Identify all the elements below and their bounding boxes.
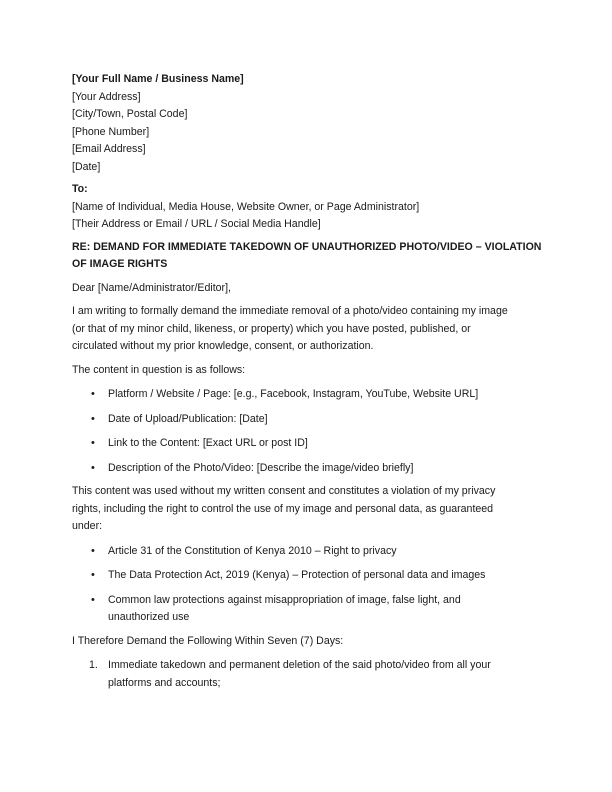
demand-list [72,657,552,692]
sender-date: [Date] [72,160,101,173]
list-item: • Platform / Website / Page: [e.g., Facebook, Instagram, YouTube, Website URL] [72,386,548,404]
violation-line: This content was used without my written consent and constitutes a violation of my privacy [72,485,496,497]
violation-line: rights, including the right to control the use of my image and personal data, as guaranteed [72,502,494,515]
list-item: • Link to the Content: [Exact URL or post ID] [72,435,548,453]
demand-heading [72,633,552,651]
salutation [72,280,552,298]
list-item: • Date of Upload/Publication: [Date] [72,411,548,429]
salutation-text: Dear [Name/Administrator/Editor], [72,281,231,294]
content-heading [72,362,552,380]
recipient-block [72,181,552,234]
list-item: • The Data Protection Act, 2019 (Kenya) – Protection of personal data and images [72,567,548,585]
sender-block [72,71,552,176]
sender-email: [Email Address] [72,143,146,155]
recipient-name: [Name of Individual, Media House, Website Owner, or Page Administrator] [72,200,420,213]
violation-paragraph [72,483,552,536]
sender-phone: [Phone Number] [72,125,150,138]
list-item: • Article 31 of the Constitution of Kenya 2010 – Right to privacy [72,543,548,561]
recipient-address: [Their Address or Email / URL / Social Media Handle] [72,218,321,230]
content-details-list [72,386,552,477]
list-item: 1. Immediate takedown and permanent deletion of the said photo/video from all your platforms and accounts; [89,659,491,689]
list-item: • Common law protections against misappropriation of image, false light, and unauthorized use [72,592,548,627]
intro-paragraph [72,303,552,356]
list-number: 1. [89,659,98,671]
subject-line [72,239,552,274]
content-heading-text: The content in question is as follows: [72,363,246,376]
recipient-label: To: [72,183,88,195]
violation-line: under: [72,520,103,532]
intro-line: circulated without my prior knowledge, consent, or authorization. [72,340,374,352]
legal-basis-list [72,543,552,627]
intro-line: I am writing to formally demand the immediate removal of a photo/video containing my image [72,305,508,317]
intro-line: (or that of my minor child, likeness, or property) which you have posted, published, or [72,322,471,335]
list-item: • Description of the Photo/Video: [Describe the image/video briefly] [72,460,548,478]
demand-heading-text: I Therefore Demand the Following Within Seven (7) Days: [72,634,344,647]
subject-line-1: RE: DEMAND FOR IMMEDIATE TAKEDOWN OF UNAUTHORIZED PHOTO/VIDEO – VIOLATION [72,240,542,253]
sender-name: [Your Full Name / Business Name] [72,73,244,85]
sender-address: [Your Address] [72,90,141,103]
sender-city: [City/Town, Postal Code] [72,108,188,120]
subject-line-2: OF IMAGE RIGHTS [72,258,168,270]
